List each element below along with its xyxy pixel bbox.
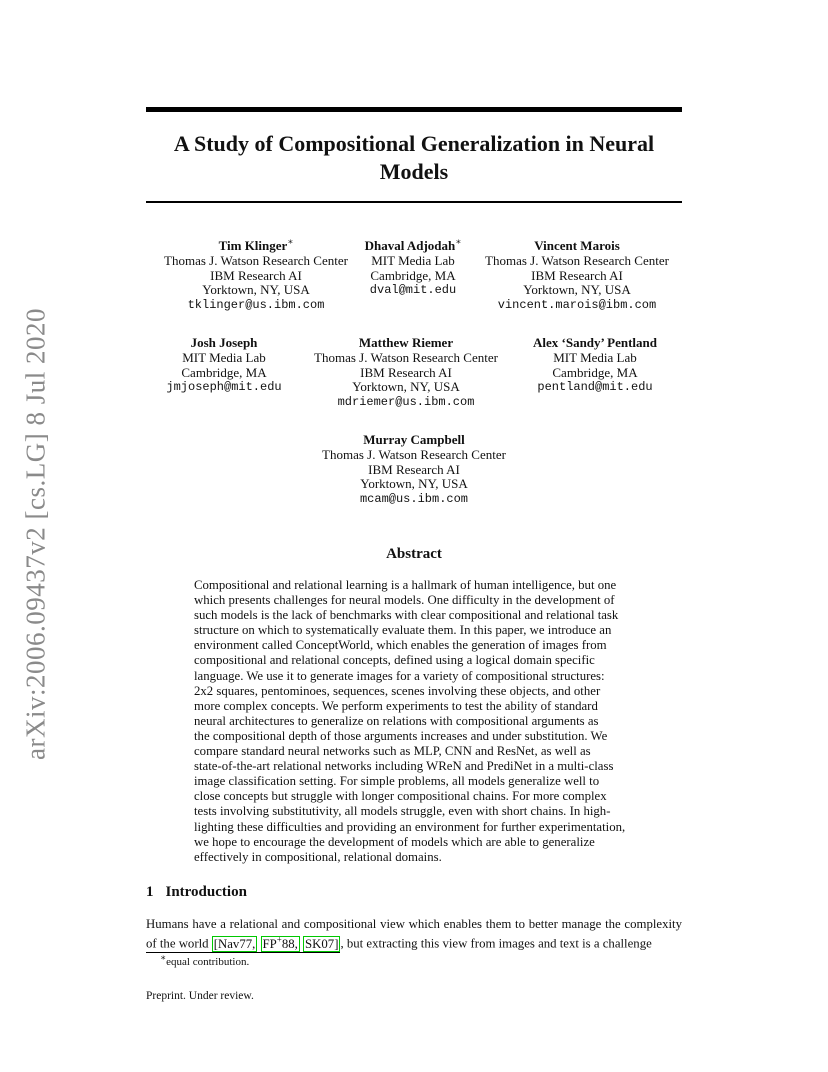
author-affiliation: IBM Research AI xyxy=(531,267,623,283)
citation-link[interactable] xyxy=(261,936,300,952)
abstract-line: compare standard neural networks such as MLP, CNN and ResNet, as well as xyxy=(194,744,591,759)
author-affiliation: IBM Research AI xyxy=(360,364,452,380)
abstract-line: environment called ConceptWorld, which enables the generation of images from xyxy=(194,638,607,653)
author-name: Vincent Marois xyxy=(534,238,620,253)
author-block xyxy=(166,336,281,395)
author-affiliation: Yorktown, NY, USA xyxy=(352,379,460,395)
section-title: Introduction xyxy=(165,884,247,900)
author-name: Murray Campbell xyxy=(363,432,465,447)
footnote-mark: ∗ xyxy=(160,952,167,963)
author-email[interactable]: pentland@mit.edu xyxy=(537,380,653,395)
title-top-rule xyxy=(146,107,682,112)
section-number: 1 xyxy=(146,884,154,900)
author-affiliation: Yorktown, NY, USA xyxy=(523,282,631,298)
section-heading xyxy=(146,884,247,901)
author-affiliation: Cambridge, MA xyxy=(370,267,456,283)
citation-sup: + xyxy=(276,934,282,945)
author-name: Josh Joseph xyxy=(190,335,258,350)
author-mark: ∗ xyxy=(455,236,462,247)
author-email[interactable]: jmjoseph@mit.edu xyxy=(166,380,282,395)
abstract-line: close concepts but struggle with longer compositional chains. For more complex xyxy=(194,789,607,804)
author-block xyxy=(322,433,506,507)
author-affiliation: Yorktown, NY, USA xyxy=(360,476,468,492)
author-affiliation: MIT Media Lab xyxy=(371,252,455,268)
intro-paragraph xyxy=(146,917,682,952)
citation-link[interactable]: [Nav77, xyxy=(213,936,256,951)
abstract-line: language. We use it to generate images for a variety of compositional structures: xyxy=(194,668,605,683)
author-mark: ∗ xyxy=(287,236,294,247)
abstract-line: effectively in compositional, relational domains. xyxy=(194,849,442,864)
footnote-text: equal contribution. xyxy=(166,956,250,968)
author-block xyxy=(533,336,657,395)
intro-text: , but extracting this view from images and text is a challenge xyxy=(340,936,652,951)
author-affiliation: Cambridge, MA xyxy=(181,364,267,380)
abstract-line: structure on which to systematically evaluate them. In this paper, we introduce an xyxy=(194,623,612,638)
author-block xyxy=(164,236,348,313)
author-name: Dhaval Adjodah xyxy=(364,238,456,253)
author-name: Alex ‘Sandy’ Pentland xyxy=(533,335,657,350)
abstract-heading: Abstract xyxy=(386,546,442,562)
citation-text: FP xyxy=(262,936,277,951)
abstract-line: we hope to encourage the development of models which are able to generalize xyxy=(194,834,595,849)
author-email[interactable]: vincent.marois@ibm.com xyxy=(497,298,657,313)
footnote xyxy=(160,952,250,968)
author-email[interactable]: mcam@us.ibm.com xyxy=(359,492,469,507)
title-bottom-rule xyxy=(146,201,682,203)
abstract-line: 2x2 squares, pentominoes, sequences, scenes involving these objects, and other xyxy=(194,683,601,698)
author-affiliation: IBM Research AI xyxy=(210,267,302,283)
abstract-line: the compositional depth of those arguments increases and under substitution. We xyxy=(194,728,608,743)
arxiv-identifier: arXiv:2006.09437v2 [cs.LG] 8 Jul 2020 xyxy=(20,308,51,760)
author-name: Tim Klinger xyxy=(218,238,288,253)
author-email[interactable]: mdriemer@us.ibm.com xyxy=(337,395,475,410)
author-affiliation: MIT Media Lab xyxy=(182,349,266,365)
author-block xyxy=(485,239,669,313)
author-affiliation: Thomas J. Watson Research Center xyxy=(322,446,506,462)
abstract-line: neural architectures to generalize on relations with compositional arguments as xyxy=(194,713,599,728)
intro-text: Humans have a relational and compositional view which enables them to better manage the complexity of the world xyxy=(146,917,682,951)
author-name: Matthew Riemer xyxy=(358,335,454,350)
author-block xyxy=(364,236,462,298)
author-affiliation: Cambridge, MA xyxy=(552,364,638,380)
citation-link[interactable]: SK07] xyxy=(305,936,339,951)
preprint-note: Preprint. Under review. xyxy=(146,990,254,1002)
author-affiliation: Thomas J. Watson Research Center xyxy=(314,349,498,365)
abstract-line: tests involving substitutivity, all models struggle, even with short chains. In high- xyxy=(194,804,611,819)
abstract-line: which presents challenges for neural models. One difficulty in the development of xyxy=(194,593,615,608)
author-email[interactable]: tklinger@us.ibm.com xyxy=(187,298,325,313)
author-affiliation: MIT Media Lab xyxy=(553,349,637,365)
abstract-line: compositional and relational concepts, defined using a logical domain specific xyxy=(194,653,595,668)
abstract-line: lighting these difficulties and providing an environment for further experimentation, xyxy=(194,819,626,834)
abstract-body xyxy=(194,578,635,865)
author-affiliation: Thomas J. Watson Research Center xyxy=(485,252,669,268)
footnote-rule xyxy=(146,952,340,953)
citation-text: 88, xyxy=(281,936,298,951)
author-block xyxy=(314,336,498,410)
abstract-line: image classification setting. For simple problems, all models generalize well to xyxy=(194,774,600,789)
paper-title: A Study of Compositional Generalization in Neural Models xyxy=(173,131,655,184)
abstract-line: more complex concepts. We perform experiments to test the ability of standard xyxy=(194,698,598,713)
author-affiliation: Yorktown, NY, USA xyxy=(202,282,310,298)
author-email[interactable]: dval@mit.edu xyxy=(369,283,457,298)
abstract-line: Compositional and relational learning is a hallmark of human intelligence, but one xyxy=(194,578,617,592)
author-affiliation: Thomas J. Watson Research Center xyxy=(164,252,348,268)
author-affiliation: IBM Research AI xyxy=(368,461,460,477)
abstract-line: state-of-the-art relational networks including WReN and PrediNet in a multi-class xyxy=(194,759,614,774)
abstract-line: such models is the lack of benchmarks with clear compositional and relational task xyxy=(194,608,619,623)
